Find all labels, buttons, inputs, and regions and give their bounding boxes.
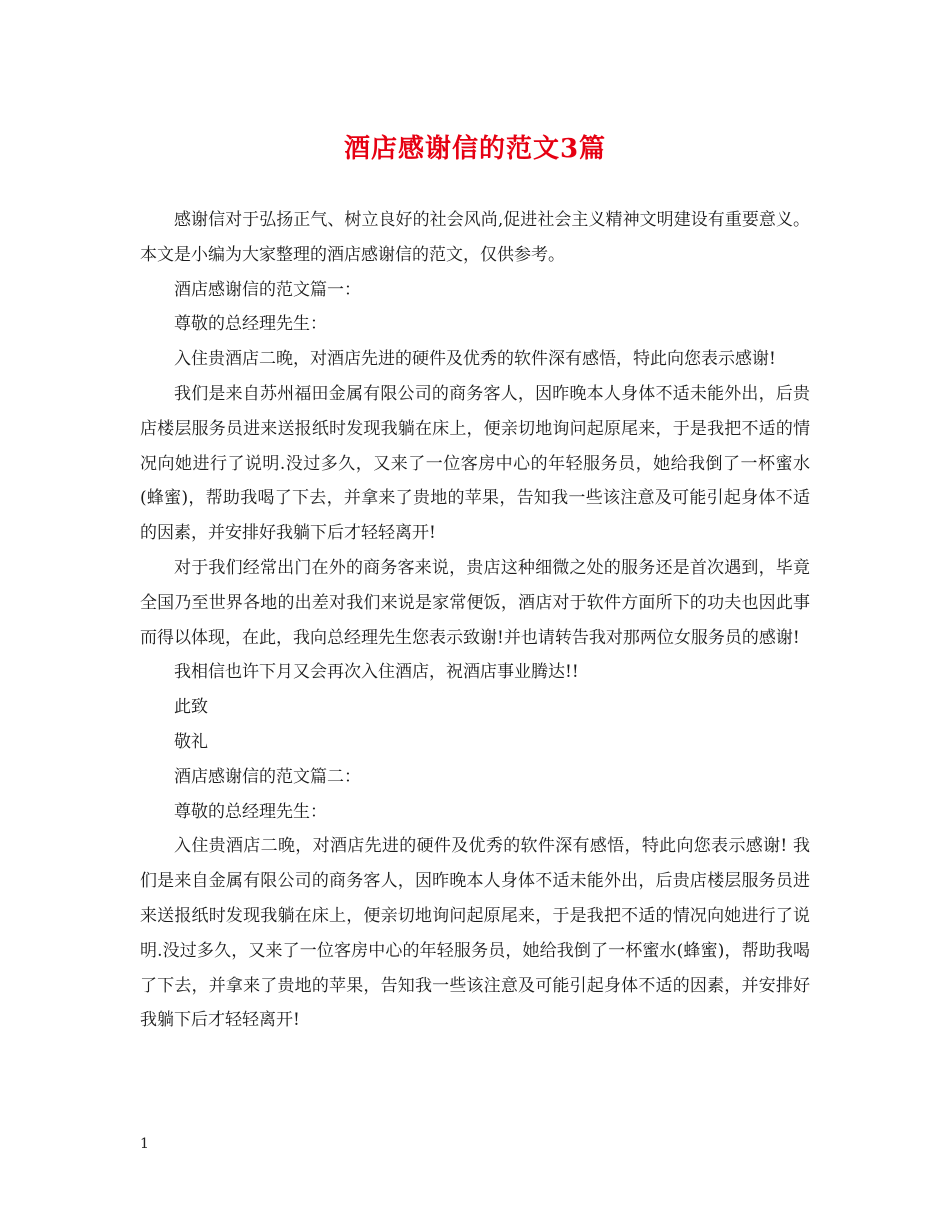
section-heading-two: 酒店感谢信的范文篇二： [174,766,361,787]
paragraph: 我们是来自苏州福田金属有限公司的商务客人，因昨晚本人身体不适未能外出，后贵店楼层服务员进来送报纸时发现我躺在床上，便亲切地询问起原尾来，于是我把不适的情况向她进行了说明.没过多久，又来了一位客房中心的年轻服务员，她给我倒了一杯蜜水(蜂蜜)，帮助我喝了下去，并拿来了贵地的苹果，告知我一些该注意及可能引起身体不适的因素，并安排好我躺下后才轻轻离开! [140,383,810,544]
paragraph: 入住贵酒店二晚，对酒店先进的硬件及优秀的软件深有感悟，特此向您表示感谢! 我们是来自金属有限公司的商务客人，因昨晚本人身体不适未能外出，后贵店楼层服务员进来送报纸时发现我躺在床上，便亲切地询问起原尾来，于是我把不适的情况向她进行了说明.没过多久，又来了一位客房中心的年轻服务员，她给我倒了一杯蜜水(蜂蜜)，帮助我喝了下去，并拿来了贵地的苹果，告知我一些该注意及可能引起身体不适的因素，并安排好我躺下后才轻轻离开! [140,836,810,1031]
paragraph: 我相信也许下月又会再次入住酒店，祝酒店事业腾达!! [174,662,579,683]
closing-line: 敬礼 [174,731,208,752]
paragraph-intro: 感谢信对于弘扬正气、树立良好的社会风尚,促进社会主义精神文明建设有重要意义。本文是小编为大家整理的酒店感谢信的范文，仅供参考。 [140,210,810,265]
page-number: 1 [140,1136,149,1152]
document-body [140,203,810,1038]
closing-line: 此致 [174,697,208,718]
salutation: 尊敬的总经理先生： [174,801,327,822]
section-heading-one: 酒店感谢信的范文篇一： [174,279,361,300]
paragraph: 对于我们经常出门在外的商务客来说，贵店这种细微之处的服务还是首次遇到，毕竟全国乃至世界各地的出差对我们来说是家常便饭，酒店对于软件方面所下的功夫也因此事而得以体现，在此，我向总经理先生您表示致谢!并也请转告我对那两位女服务员的感谢! [140,557,810,648]
paragraph: 入住贵酒店二晚，对酒店先进的硬件及优秀的软件深有感悟，特此向您表示感谢! [174,349,776,370]
salutation: 尊敬的总经理先生： [174,314,327,335]
document-title: 酒店感谢信的范文3篇 [343,134,607,164]
